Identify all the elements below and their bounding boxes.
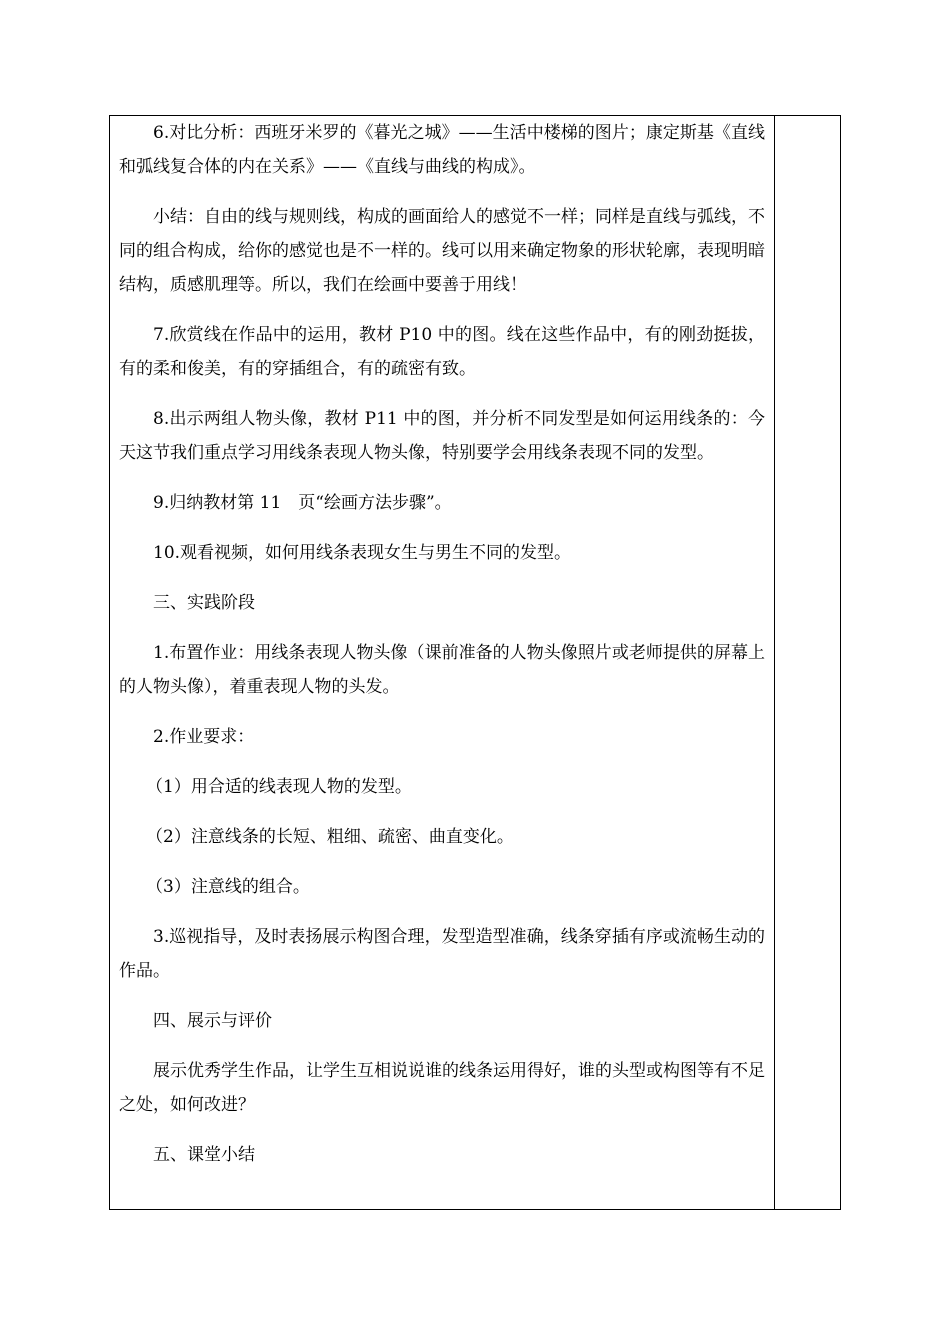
lesson-content-cell xyxy=(119,116,765,1172)
paragraph: 9.归纳教材第 11 页“绘画方法步骤”。 xyxy=(153,493,452,513)
paragraph: 10.观看视频，如何用线条表现女生与男生不同的发型。 xyxy=(153,543,572,563)
column-divider xyxy=(774,116,775,1209)
paragraph: 2.作业要求： xyxy=(153,727,255,747)
section-heading: 三、实践阶段 xyxy=(153,593,255,613)
paragraph: 小结：自由的线与规则线，构成的画面给人的感觉不一样；同样是直线与弧线，不同的组合构成，给你的感觉也是不一样的。线可以用来确定物象的形状轮廓，表现明暗结构，质感肌理等。所以，我们在绘画中要善于用线！ xyxy=(119,207,765,295)
lesson-table xyxy=(109,115,841,1210)
section-heading: 四、展示与评价 xyxy=(153,1011,272,1031)
section-heading: 五、课堂小结 xyxy=(153,1145,255,1165)
paragraph: 7.欣赏线在作品中的运用，教材 P10 中的图。线在这些作品中，有的刚劲挺拔，有的柔和俊美，有的穿插组合，有的疏密有致。 xyxy=(119,325,765,379)
paragraph: （2）注意线条的长短、粗细、疏密、曲直变化。 xyxy=(146,827,514,847)
paragraph: （1）用合适的线表现人物的发型。 xyxy=(146,777,412,797)
paragraph: （3）注意线的组合。 xyxy=(146,877,310,897)
paragraph: 8.出示两组人物头像，教材 P11 中的图，并分析不同发型是如何运用线条的：今天这节我们重点学习用线条表现人物头像，特别要学会用线条表现不同的发型。 xyxy=(119,409,765,463)
paragraph: 6.对比分析：西班牙米罗的《暮光之城》——生活中楼梯的图片；康定斯基《直线和弧线复合体的内在关系》——《直线与曲线的构成》。 xyxy=(119,123,765,177)
paragraph: 展示优秀学生作品，让学生互相说说谁的线条运用得好，谁的头型或构图等有不足之处，如何改进？ xyxy=(119,1061,765,1115)
paragraph: 1.布置作业：用线条表现人物头像（课前准备的人物头像照片或老师提供的屏幕上的人物头像），着重表现人物的头发。 xyxy=(119,643,765,697)
paragraph: 3.巡视指导，及时表扬展示构图合理，发型造型准确，线条穿插有序或流畅生动的作品。 xyxy=(119,927,765,981)
